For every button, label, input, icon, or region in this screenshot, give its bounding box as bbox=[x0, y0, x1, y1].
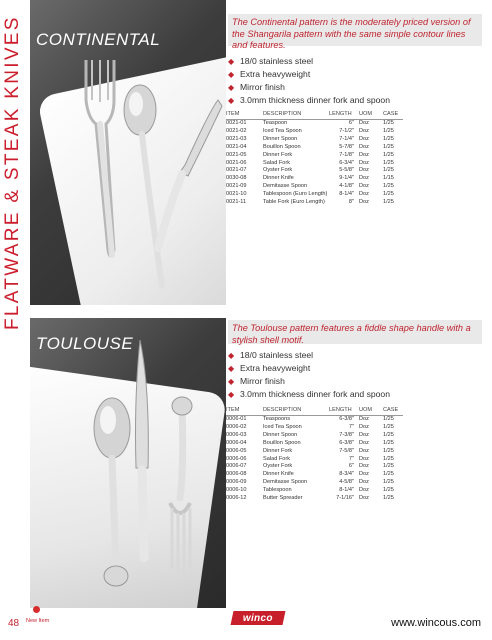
diamond-bullet-icon: ◆ bbox=[228, 70, 235, 79]
cell-item: 0006-03 bbox=[226, 431, 247, 438]
column-header-item: ITEM bbox=[226, 406, 263, 416]
winco-logo: winco bbox=[231, 611, 286, 625]
feature-item: ◆ Extra heavyweight bbox=[228, 69, 311, 79]
table-row bbox=[226, 144, 403, 152]
cell-length: 7-1/16" bbox=[336, 495, 354, 502]
cell-item: 0030-08 bbox=[226, 175, 247, 182]
cell-item: 0006-07 bbox=[226, 463, 247, 470]
cell-length: 9-1/4" bbox=[339, 175, 354, 182]
spoon-image bbox=[124, 85, 162, 285]
cell-description: Dinner Knife bbox=[263, 175, 294, 182]
cell-description: Table Fork (Euro Length) bbox=[263, 199, 325, 206]
cell-description: Oyster Fork bbox=[263, 463, 293, 470]
column-header-description: DESCRIPTION bbox=[263, 406, 329, 416]
cell-item: 0021-03 bbox=[226, 135, 247, 142]
cell-case: 1/25 bbox=[383, 191, 394, 198]
table-row bbox=[226, 128, 403, 136]
cell-description: Iced Tea Spoon bbox=[263, 423, 302, 430]
cell-uom: Doz bbox=[359, 183, 369, 190]
cell-item: 0021-04 bbox=[226, 143, 247, 150]
section-title: FLATWARE & STEAK KNIVES bbox=[2, 15, 23, 330]
table-row bbox=[226, 167, 403, 175]
cell-item: 0006-04 bbox=[226, 439, 247, 446]
cell-description: Dinner Fork bbox=[263, 151, 293, 158]
cell-description: Teaspoon bbox=[263, 120, 288, 126]
cell-item: 0021-10 bbox=[226, 191, 247, 198]
cell-length: 7" bbox=[348, 455, 354, 462]
cell-case: 1/25 bbox=[383, 135, 394, 142]
table-row bbox=[226, 152, 403, 160]
cell-uom: Doz bbox=[359, 447, 369, 454]
cell-case: 1/25 bbox=[383, 167, 394, 174]
cell-uom: Doz bbox=[359, 191, 369, 198]
cell-uom: Doz bbox=[359, 199, 369, 206]
cell-item: 0021-02 bbox=[226, 127, 247, 134]
cell-length: 5-7/8" bbox=[339, 143, 354, 150]
column-header-case: CASE bbox=[383, 110, 403, 120]
continental-photo bbox=[30, 0, 226, 305]
cell-case: 1/25 bbox=[383, 471, 394, 478]
continental-features bbox=[228, 55, 482, 107]
cell-description: Tablespoon (Euro Length) bbox=[263, 191, 328, 198]
cell-length: 4-5/8" bbox=[339, 479, 354, 486]
diamond-bullet-icon: ◆ bbox=[228, 57, 235, 66]
table-row bbox=[226, 432, 403, 440]
fork-image bbox=[170, 397, 192, 573]
cell-description: Teaspoons bbox=[263, 416, 291, 422]
column-header-item: ITEM bbox=[226, 110, 263, 120]
cell-uom: Doz bbox=[359, 487, 369, 494]
feature-item: ◆ Mirror finish bbox=[228, 376, 285, 386]
cell-item: 0006-09 bbox=[226, 479, 247, 486]
table-row bbox=[226, 175, 403, 183]
toulouse-photo bbox=[30, 318, 226, 608]
diamond-bullet-icon: ◆ bbox=[228, 364, 235, 373]
cell-length: 8-1/4" bbox=[339, 191, 354, 198]
table-row bbox=[226, 487, 403, 495]
feature-item: ◆ 3.0mm thickness dinner fork and spoon bbox=[228, 95, 390, 105]
page-number: 48 bbox=[8, 618, 20, 629]
cell-case: 1/25 bbox=[383, 487, 394, 494]
feature-item: ◆ 3.0mm thickness dinner fork and spoon bbox=[228, 389, 390, 399]
cell-case: 1/25 bbox=[383, 423, 394, 430]
cell-description: Butter Spreader bbox=[263, 495, 303, 502]
column-header-uom: UOM bbox=[359, 110, 383, 120]
cell-uom: Doz bbox=[359, 463, 369, 470]
column-header-length: LENGTH bbox=[329, 110, 359, 120]
cell-case: 1/25 bbox=[383, 495, 394, 502]
cell-case: 1/25 bbox=[383, 199, 394, 206]
cell-item: 0021-06 bbox=[226, 159, 247, 166]
knife-image bbox=[136, 340, 149, 558]
table-row bbox=[226, 416, 403, 424]
cell-uom: Doz bbox=[359, 120, 369, 126]
table-row bbox=[226, 479, 403, 487]
column-header-uom: UOM bbox=[359, 406, 383, 416]
cell-case: 1/25 bbox=[383, 416, 394, 422]
column-header-description: DESCRIPTION bbox=[263, 110, 329, 120]
diamond-bullet-icon: ◆ bbox=[228, 83, 235, 92]
cell-description: Oyster Fork bbox=[263, 167, 293, 174]
cell-length: 7" bbox=[348, 423, 354, 430]
cell-item: 0021-07 bbox=[226, 167, 247, 174]
continental-spec-table bbox=[226, 110, 403, 207]
table-row bbox=[226, 424, 403, 432]
table-header-row bbox=[226, 110, 403, 120]
table-row bbox=[226, 160, 403, 168]
spoon-image bbox=[94, 398, 130, 586]
cell-item: 0021-05 bbox=[226, 151, 247, 158]
cell-length: 7-1/8" bbox=[339, 151, 354, 158]
cell-case: 1/25 bbox=[383, 455, 394, 462]
column-header-length: LENGTH bbox=[329, 406, 359, 416]
table-header-row bbox=[226, 406, 403, 416]
cell-item: 0006-05 bbox=[226, 447, 247, 454]
cell-item: 0021-11 bbox=[226, 199, 247, 206]
cell-case: 1/25 bbox=[383, 151, 394, 158]
continental-table-body bbox=[226, 120, 403, 207]
cell-uom: Doz bbox=[359, 423, 369, 430]
cell-length: 6-3/8" bbox=[339, 416, 354, 422]
table-row bbox=[226, 191, 403, 199]
cell-item: 0006-06 bbox=[226, 455, 247, 462]
toulouse-title: TOULOUSE bbox=[36, 334, 134, 353]
cell-description: Bouillon Spoon bbox=[263, 143, 301, 150]
cell-uom: Doz bbox=[359, 471, 369, 478]
cell-case: 1/15 bbox=[383, 175, 394, 182]
cell-case: 1/25 bbox=[383, 120, 394, 126]
cell-case: 1/25 bbox=[383, 127, 394, 134]
cell-description: Demitasse Spoon bbox=[263, 479, 308, 486]
cell-length: 6-3/8" bbox=[339, 439, 354, 446]
cell-item: 0006-12 bbox=[226, 495, 247, 502]
table-row bbox=[226, 448, 403, 456]
cell-description: Dinner Fork bbox=[263, 447, 293, 454]
cell-item: 0006-02 bbox=[226, 423, 247, 430]
toulouse-table-body bbox=[226, 416, 403, 503]
cell-uom: Doz bbox=[359, 127, 369, 134]
cell-description: Dinner Knife bbox=[263, 471, 294, 478]
cell-description: Demitasse Spoon bbox=[263, 183, 308, 190]
toulouse-features bbox=[228, 349, 482, 401]
feature-item: ◆ Extra heavyweight bbox=[228, 363, 311, 373]
cell-length: 8-3/4" bbox=[339, 471, 354, 478]
cell-item: 0021-09 bbox=[226, 183, 247, 190]
cell-uom: Doz bbox=[359, 175, 369, 182]
cell-uom: Doz bbox=[359, 151, 369, 158]
knife-image bbox=[158, 100, 222, 248]
cell-uom: Doz bbox=[359, 167, 369, 174]
cell-length: 4-1/8" bbox=[339, 183, 354, 190]
cell-uom: Doz bbox=[359, 143, 369, 150]
table-row bbox=[226, 120, 403, 128]
cell-uom: Doz bbox=[359, 431, 369, 438]
feature-item: ◆ Mirror finish bbox=[228, 82, 285, 92]
cell-uom: Doz bbox=[359, 135, 369, 142]
diamond-bullet-icon: ◆ bbox=[228, 377, 235, 386]
feature-item: ◆ 18/0 stainless steel bbox=[228, 350, 314, 360]
cell-case: 1/25 bbox=[383, 143, 394, 150]
cell-length: 8-1/4" bbox=[339, 487, 354, 494]
cell-length: 6" bbox=[348, 463, 354, 470]
cell-length: 7-1/4" bbox=[339, 135, 354, 142]
cell-uom: Doz bbox=[359, 455, 369, 462]
table-row bbox=[226, 136, 403, 144]
cell-description: Bouillon Spoon bbox=[263, 439, 301, 446]
cell-case: 1/25 bbox=[383, 447, 394, 454]
cell-description: Dinner Spoon bbox=[263, 431, 298, 438]
toulouse-spec-table bbox=[226, 406, 403, 503]
table-row bbox=[226, 471, 403, 479]
table-row bbox=[226, 456, 403, 464]
cell-uom: Doz bbox=[359, 439, 369, 446]
cell-length: 5-5/8" bbox=[339, 167, 354, 174]
diamond-bullet-icon: ◆ bbox=[228, 96, 235, 105]
cell-length: 7-3/8" bbox=[339, 431, 354, 438]
feature-item: ◆ 18/0 stainless steel bbox=[228, 56, 314, 66]
cell-description: Salad Fork bbox=[263, 455, 291, 462]
cell-case: 1/25 bbox=[383, 159, 394, 166]
table-row bbox=[226, 440, 403, 448]
table-row bbox=[226, 199, 403, 207]
cell-item: 0021-01 bbox=[226, 120, 247, 126]
new-item-dot-icon bbox=[33, 606, 40, 613]
cell-uom: Doz bbox=[359, 159, 369, 166]
diamond-bullet-icon: ◆ bbox=[228, 390, 235, 399]
table-row bbox=[226, 495, 403, 503]
website-url: www.wincous.com bbox=[391, 617, 481, 629]
cell-description: Dinner Spoon bbox=[263, 135, 298, 142]
cell-description: Iced Tea Spoon bbox=[263, 127, 302, 134]
cell-case: 1/25 bbox=[383, 431, 394, 438]
cell-case: 1/25 bbox=[383, 183, 394, 190]
cell-length: 6" bbox=[348, 120, 354, 126]
cell-length: 7-5/8" bbox=[339, 447, 354, 454]
new-item-label: New Item bbox=[26, 618, 50, 624]
cell-uom: Doz bbox=[359, 495, 369, 502]
continental-title: CONTINENTAL bbox=[36, 30, 161, 49]
cell-uom: Doz bbox=[359, 479, 369, 486]
cell-case: 1/25 bbox=[383, 463, 394, 470]
cell-description: Salad Fork bbox=[263, 159, 291, 166]
column-header-case: CASE bbox=[383, 406, 403, 416]
toulouse-cutlery-image bbox=[30, 318, 226, 608]
cell-item: 0006-10 bbox=[226, 487, 247, 494]
continental-intro: The Continental pattern is the moderately priced version of the Shangarila pattern with the same simple contour lines and features. bbox=[228, 14, 482, 46]
table-row bbox=[226, 183, 403, 191]
cell-item: 0006-01 bbox=[226, 416, 247, 422]
diamond-bullet-icon: ◆ bbox=[228, 351, 235, 360]
fork-image bbox=[86, 60, 114, 256]
cell-case: 1/25 bbox=[383, 479, 394, 486]
cell-length: 6-3/4" bbox=[339, 159, 354, 166]
cell-description: Tablespoon bbox=[263, 487, 292, 494]
toulouse-intro: The Toulouse pattern features a fiddle shape handle with a stylish shell motif. bbox=[228, 320, 482, 344]
cell-item: 0006-08 bbox=[226, 471, 247, 478]
cell-length: 7-1/2" bbox=[339, 127, 354, 134]
cell-case: 1/25 bbox=[383, 439, 394, 446]
cell-length: 8" bbox=[348, 199, 354, 206]
table-row bbox=[226, 463, 403, 471]
cell-uom: Doz bbox=[359, 416, 369, 422]
